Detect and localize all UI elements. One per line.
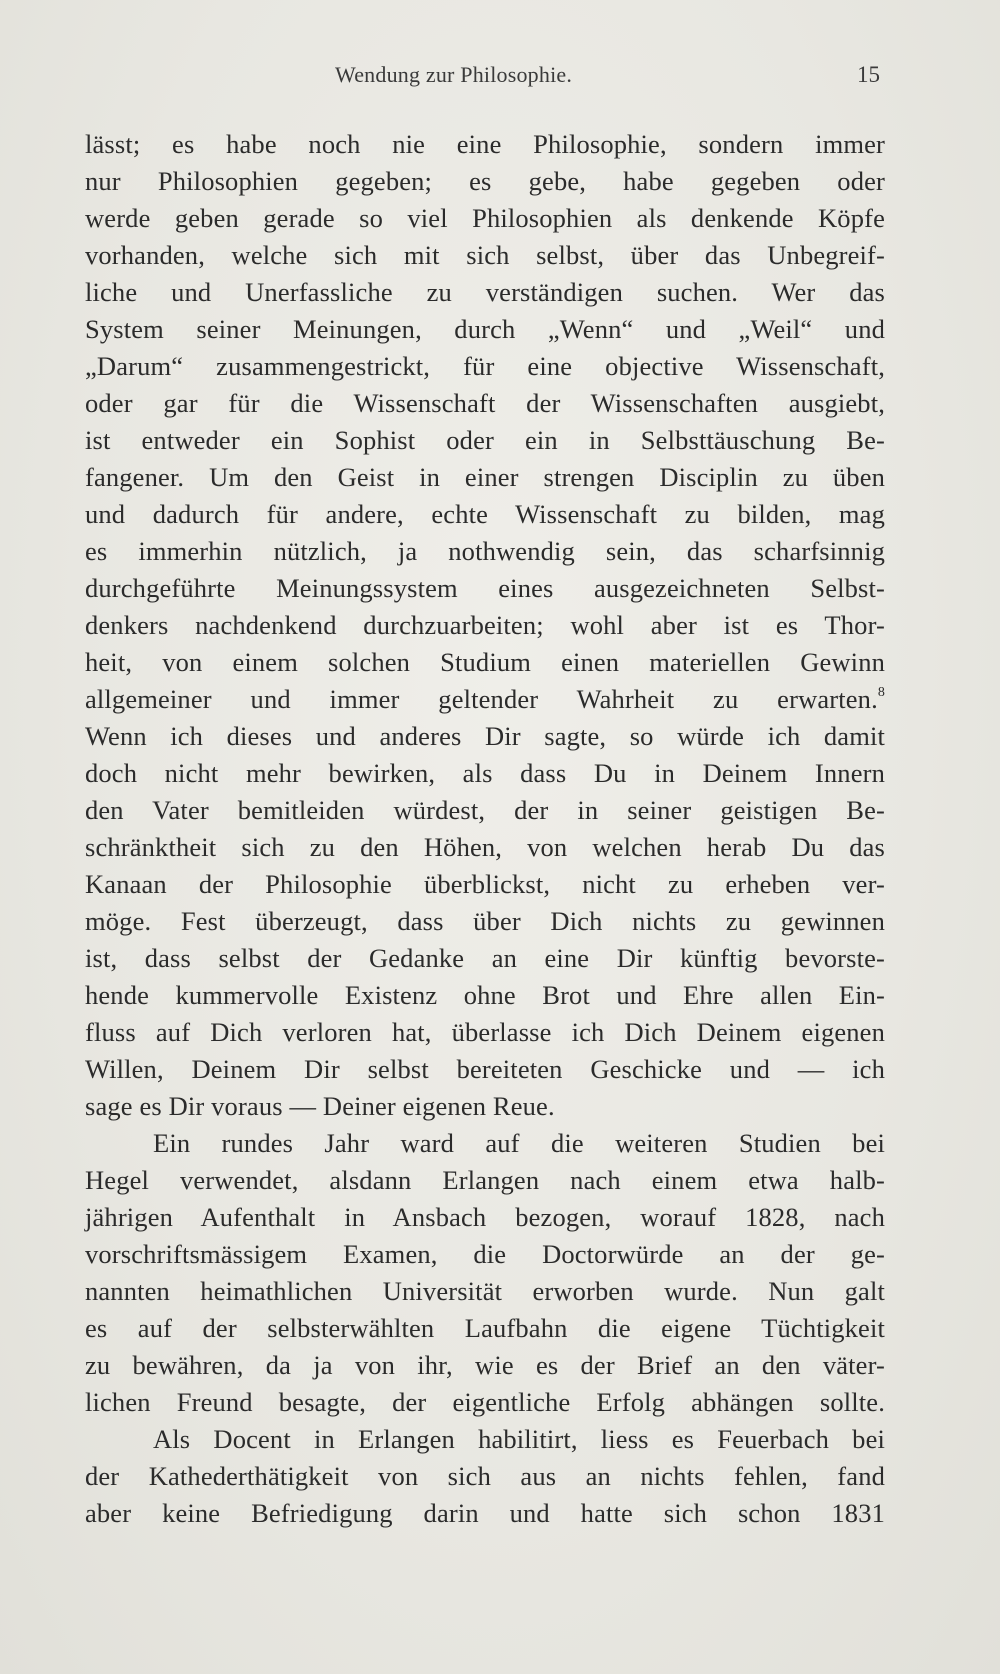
text-line: doch nicht mehr bewirken, als dass Du in Deinem Innern	[85, 758, 885, 788]
text-line: schränktheit sich zu den Höhen, von welchen herab Du das	[85, 832, 885, 862]
text-line: hende kummervolle Existenz ohne Brot und Ehre allen Ein-	[85, 980, 885, 1010]
text-line: nur Philosophien gegeben; es gebe, habe gegeben oder	[85, 166, 885, 196]
footnote-marker: 8	[877, 685, 885, 700]
text-line-with-footnote	[85, 681, 885, 718]
text-line: zu bewähren, da ja von ihr, wie es der Brief an den väter-	[85, 1350, 885, 1380]
text-line: nannten heimathlichen Universität erworben wurde. Nun galt	[85, 1276, 885, 1306]
text-line: ist, dass selbst der Gedanke an eine Dir künftig bevorste-	[85, 943, 885, 973]
text-line: es immerhin nützlich, ja nothwendig sein, das scharfsinnig	[85, 536, 885, 566]
text-line: Wenn ich dieses und anderes Dir sagte, so würde ich damit	[85, 721, 885, 751]
text-line: denkers nachdenkend durchzuarbeiten; wohl aber ist es Thor-	[85, 610, 885, 640]
text-line: aber keine Befriedigung darin und hatte sich schon 1831	[85, 1498, 885, 1528]
text-line: vorhanden, welche sich mit sich selbst, über das Unbegreif-	[85, 240, 885, 270]
text-line: oder gar für die Wissenschaft der Wissenschaften ausgiebt,	[85, 388, 885, 418]
text-line: Willen, Deinem Dir selbst bereiteten Geschicke und — ich	[85, 1054, 885, 1084]
page-header	[85, 62, 880, 92]
text-line: jährigen Aufenthalt in Ansbach bezogen, worauf 1828, nach	[85, 1202, 885, 1232]
text-line: „Darum“ zusammengestrickt, für eine objective Wissenschaft,	[85, 351, 885, 381]
text-line-content: allgemeiner und immer geltender Wahrheit zu erwarten.	[85, 684, 878, 714]
paragraph-start-line: Ein rundes Jahr ward auf die weiteren Studien bei	[153, 1128, 885, 1158]
paragraph-start-line: Als Docent in Erlangen habilitirt, liess es Feuerbach bei	[153, 1424, 885, 1454]
text-line: es auf der selbsterwählten Laufbahn die eigene Tüchtigkeit	[85, 1313, 885, 1343]
text-line: werde geben gerade so viel Philosophien als denkende Köpfe	[85, 203, 885, 233]
text-line: lässt; es habe noch nie eine Philosophie, sondern immer	[85, 129, 885, 159]
text-line: durchgeführte Meinungssystem eines ausgezeichneten Selbst-	[85, 573, 885, 603]
text-line: fluss auf Dich verloren hat, überlasse ich Dich Deinem eigenen	[85, 1017, 885, 1047]
text-line: möge. Fest überzeugt, dass über Dich nichts zu gewinnen	[85, 906, 885, 936]
text-line: Hegel verwendet, alsdann Erlangen nach einem etwa halb-	[85, 1165, 885, 1195]
text-line: fangener. Um den Geist in einer strengen Disciplin zu üben	[85, 462, 885, 492]
text-line: und dadurch für andere, echte Wissenschaft zu bilden, mag	[85, 499, 885, 529]
page-number: 15	[857, 62, 880, 87]
running-title: Wendung zur Philosophie.	[335, 62, 573, 87]
text-line: vorschriftsmässigem Examen, die Doctorwürde an der ge-	[85, 1239, 885, 1269]
body-text	[85, 126, 885, 1532]
text-line: liche und Unerfassliche zu verständigen suchen. Wer das	[85, 277, 885, 307]
text-line: der Kathederthätigkeit von sich aus an nichts fehlen, fand	[85, 1461, 885, 1491]
text-line: System seiner Meinungen, durch „Wenn“ und „Weil“ und	[85, 314, 885, 344]
text-line: ist entweder ein Sophist oder ein in Selbsttäuschung Be-	[85, 425, 885, 455]
text-line: den Vater bemitleiden würdest, der in seiner geistigen Be-	[85, 795, 885, 825]
text-line: heit, von einem solchen Studium einen materiellen Gewinn	[85, 647, 885, 677]
paragraph-end-line: sage es Dir voraus — Deiner eigenen Reue.	[85, 1091, 555, 1121]
text-line: Kanaan der Philosophie überblickst, nicht zu erheben ver-	[85, 869, 885, 899]
paragraph-end-line: lichen Freund besagte, der eigentliche Erfolg abhängen sollte.	[85, 1387, 885, 1417]
